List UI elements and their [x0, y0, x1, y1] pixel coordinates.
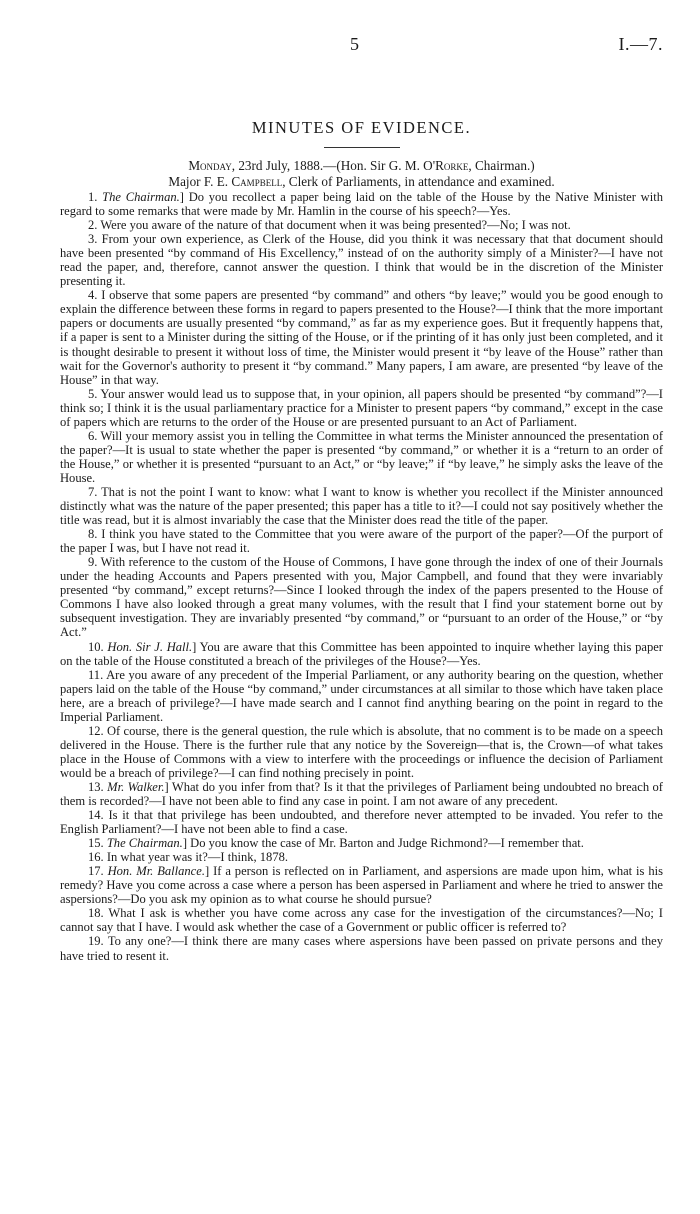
question-number: 5.	[88, 386, 98, 401]
question-paragraph	[60, 850, 663, 864]
question-text: That is not the point I want to know: what I want to know is whether you recollect if the Minister announced distinctly what was the nature of the paper presented; this paper has a title to it?—I could not say positively whether the title was read, but it is almost invariably the case that the Minister does read the title of the paper.	[60, 484, 663, 528]
question-text: Is it that that privilege has been undoubted, and therefore never attempted to be invaded. You refer to the English Parliament?—I have not been able to find a case.	[60, 808, 663, 837]
question-number: 18.	[88, 906, 104, 921]
question-number: 17.	[88, 864, 104, 879]
witness-line	[60, 174, 663, 190]
question-text: What do you infer from that? Is it that the privileges of Parliament being undoubted no breach of them is recorded?—I have not been able to find any case in point. I am not aware of any precedent.	[60, 779, 663, 809]
question-paragraph: 17. Hon. Mr. Ballance.] If a person is reflected on in Parliament, and aspersions are made upon him, what is his remedy? Have you come across a case where a person has been aspersed in Parliament and where he tried to answer the aspersions?—Do you ask my opinion as to what course he should pursue?	[60, 864, 663, 907]
question-paragraph	[60, 218, 663, 232]
question-number: 12.	[88, 723, 104, 738]
paper-reference: I.—7.	[618, 34, 663, 54]
speaker-name: Hon. Sir J. Hall.	[107, 639, 193, 654]
question-number: 10.	[88, 639, 104, 654]
question-text: What I ask is whether you have come across any case for the investigation of the circumstances?—No; I cannot say that I have. I would ask whether the case of a Government or public officer is referred to?	[60, 906, 663, 935]
question-number: 1.	[88, 190, 98, 204]
question-paragraph: 10. Hon. Sir J. Hall.] You are aware that this Committee has been appointed to inquire whether laying this paper on the table of the House constituted a breach of the privileges of the House?—Yes.	[60, 639, 663, 668]
question-paragraph	[60, 906, 663, 934]
question-number: 11.	[88, 667, 104, 682]
session-date: , 23rd July, 1888.—(Hon. Sir G. M. O'	[231, 158, 436, 173]
question-paragraph	[60, 485, 663, 527]
question-paragraph: 15. The Chairman.] Do you know the case of Mr. Barton and Judge Richmond?—I remember that.	[88, 836, 584, 851]
question-number: 3.	[88, 232, 98, 247]
question-text: Are you aware of any precedent of the Imperial Parliament, or any authority bearing on the question, whether papers laid on the table of the House “by command,” under circumstances at all similar to those which have taken place here, are a breach of privilege?—I have made search and I cannot find anything bearing on the point in regard to the Imperial Parliament.	[60, 667, 663, 724]
speaker-name: The Chairman.	[102, 190, 180, 204]
speaker-name: The Chairman.	[106, 836, 183, 851]
question-text: With reference to the custom of the House of Commons, I have gone through the index of one of their Journals under the heading Accounts and Papers presented with you, Major Campbell, and found that they were invariably presented “by command,” except returns?—Since I looked through the index of the papers presented to the House of Commons I have also looked through a great many volumes, with the result that I find your statement borne out by subsequent investigation. They are invariably presented “by command,” or “pursuant to an order of the House,” or “by Act.”	[60, 555, 663, 640]
question-number: 9.	[88, 555, 98, 570]
chair-role: , Chairman.)	[468, 158, 535, 173]
page-header	[60, 20, 663, 52]
question-paragraph	[60, 387, 663, 429]
speaker-name: Hon. Mr. Ballance.	[107, 864, 205, 879]
question-paragraph	[60, 288, 663, 386]
question-paragraph	[60, 724, 663, 780]
question-number: 4.	[88, 288, 98, 303]
evidence-body	[60, 190, 663, 963]
session-day: Monday	[188, 158, 232, 173]
question-number: 2.	[88, 218, 98, 233]
question-number: 14.	[88, 808, 104, 823]
question-paragraph	[60, 668, 663, 724]
question-text: From your own experience, as Clerk of the House, did you think it was necessary that that document should have been presented “by command of His Excellency,” instead of on the authority simply of a Minister?—I have not read the paper, and, therefore, cannot answer the question. I think that would be in the discretion of the Minister presenting it.	[60, 232, 663, 289]
witness-name: Campbell	[231, 174, 283, 189]
speaker-name: Mr. Walker.	[107, 779, 165, 794]
chair-name: Rorke	[435, 158, 469, 173]
question-number: 15.	[88, 836, 104, 851]
document-title: MINUTES OF EVIDENCE.	[251, 118, 472, 137]
question-text: Do you know the case of Mr. Barton and Judge Richmond?—I remember that.	[190, 836, 584, 851]
question-paragraph	[60, 527, 663, 555]
question-paragraph: 13. Mr. Walker.] What do you infer from that? Is it that the privileges of Parliament being undoubted no breach of them is recorded?—I have not been able to find any case in point. I am not aware of any precedent.	[60, 779, 663, 809]
question-text: Your answer would lead us to suppose that, in your opinion, all papers should be presented “by command”?—I think so; I think it is the usual parliamentary practice for a Minister to present papers “by command,” except in the case of papers which are returns to the order of the House or are presented pursuant to an Act of Parliament.	[60, 386, 663, 429]
question-paragraph: 1. The Chairman.] Do you recollect a paper being laid on the table of the House by the Native Minister with regard to some remarks that were made by Mr. Hamlin in the course of his speech?—Yes.	[60, 190, 663, 219]
question-paragraph	[60, 808, 663, 836]
session-line	[60, 158, 663, 174]
question-paragraph	[60, 934, 663, 962]
question-text: Were you aware of the nature of that document when it was being presented?—No; I was not.	[100, 218, 571, 233]
question-text: Of course, there is the general question, the rule which is absolute, that no comment is to be made on a speech delivered in the House. There is the further rule that any notice by the Sovereign—that is, the Crown—of what takes place in the House of Commons with a view to interfere with the proceedings or influence the decision of Parliament would be a breach of privilege?—I can find nothing precisely in point.	[60, 723, 663, 780]
question-text: To any one?—I think there are many cases where aspersions have been passed on private persons and they have tried to resent it.	[60, 934, 663, 963]
question-number: 7.	[88, 484, 98, 499]
title-divider	[324, 147, 400, 148]
question-text: You are aware that this Committee has been appointed to inquire whether laying this paper on the table of the House constituted a breach of the privileges of the House?—Yes.	[60, 639, 663, 668]
page-number: 5	[350, 34, 359, 54]
question-text: I observe that some papers are presented “by command” and others “by leave;” would you be good enough to explain the difference between these forms in regard to papers presented to the House?—I think that the more important papers or documents are usually presented “by command,” as far as my experience goes. But it frequently happens that, if a paper is sent to a Minister during the sitting of the House, or if the printing of it has only just been completed, and it is thought desirable to present it without loss of time, the Minister would present it “by leave of the House” rather than wait for the Governor's authority to present it “by command.” Many papers, I am aware, are presented “by leave of the House” in that way.	[60, 288, 663, 387]
question-text: Will your memory assist you in telling the Committee in what terms the Minister announced the presentation of the paper?—It is usual to state whether the paper is presented “by command,” or whether it is a “return to an order of the House,” or whether it is presented “pursuant to an Act,” or “by leave;” if “by leave,” he simply asks the leave of the House.	[60, 428, 663, 485]
question-paragraph	[60, 555, 663, 639]
witness-prefix: Major F. E.	[168, 174, 232, 189]
question-number: 8.	[88, 527, 98, 542]
question-number: 19.	[88, 934, 104, 949]
question-paragraph	[60, 429, 663, 485]
question-text: If a person is reflected on in Parliament, and aspersions are made upon him, what is his remedy? Have you come across a case where a person has been aspersed in Parliament and where he tried to answer the aspersions?—Do you ask my opinion as to what course he should pursue?	[60, 864, 663, 907]
question-text: In what year was it?—I think, 1878.	[106, 850, 289, 865]
question-number: 16.	[88, 850, 104, 865]
question-number: 6.	[88, 428, 98, 443]
question-paragraph	[60, 232, 663, 288]
witness-suffix: , Clerk of Parliaments, in attendance and examined.	[282, 174, 555, 189]
question-text: Do you recollect a paper being laid on the table of the House by the Native Minister with regard to some remarks that were made by Mr. Hamlin in the course of his speech?—Yes.	[60, 190, 663, 219]
question-text: I think you have stated to the Committee that you were aware of the purport of the paper?—Of the purport of the paper I was, but I have not read it.	[60, 527, 663, 556]
question-number: 13.	[88, 779, 104, 794]
